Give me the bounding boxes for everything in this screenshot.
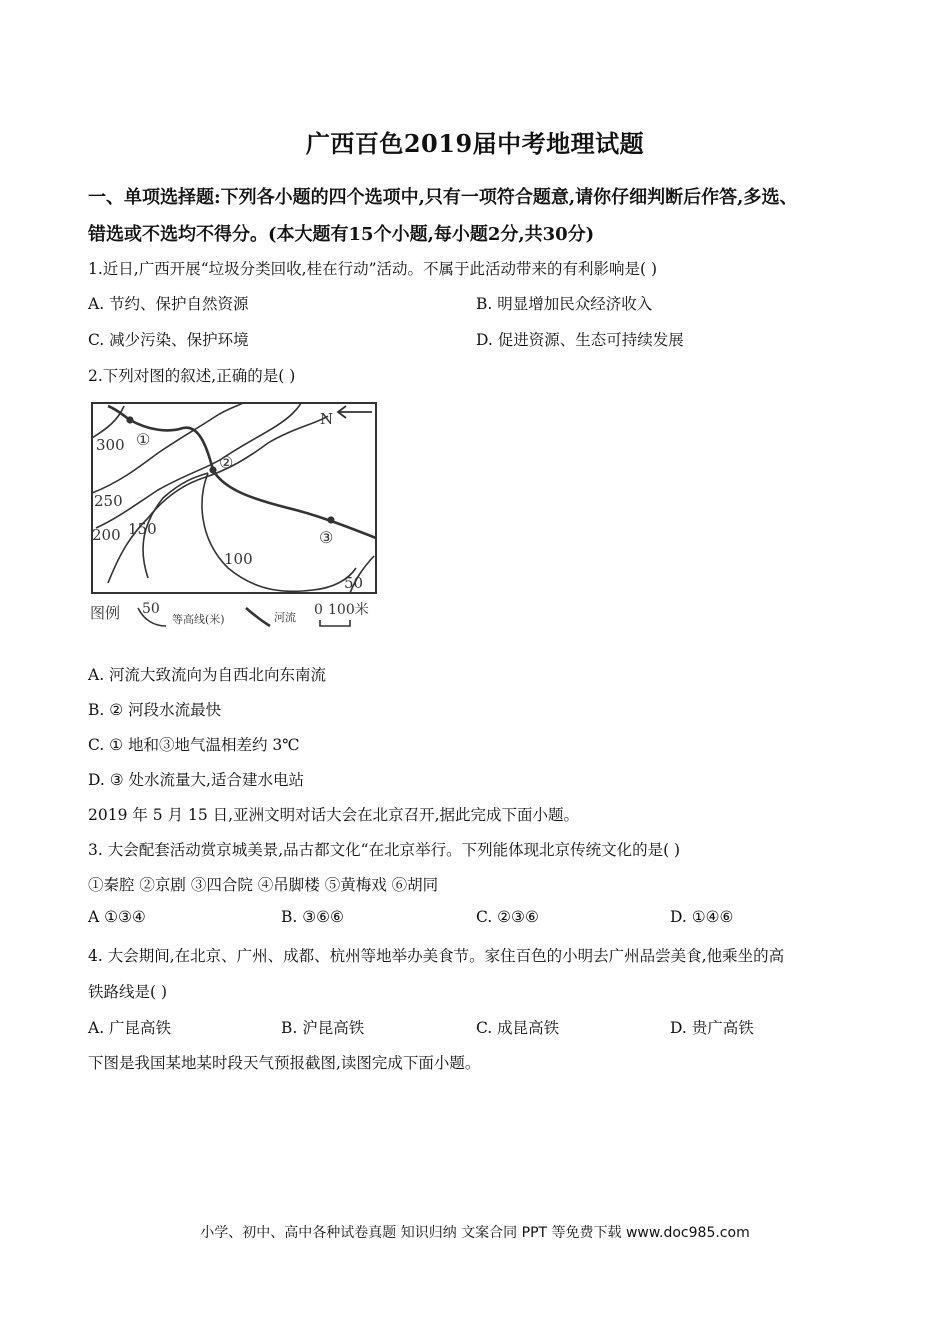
north-label: N [320, 410, 334, 428]
section-heading-line2: 错选或不选均不得分。(本大题有15个小题,每小题2分,共30分) [88, 224, 595, 245]
section-heading-line1: 一、单项选择题:下列各小题的四个选项中,只有一项符合题意,请你仔细判断后作答,多选、 [88, 187, 798, 208]
contour-label-300: 300 [96, 436, 125, 454]
question-4-option-b: B. 沪昆高铁 [281, 1019, 365, 1037]
question-2-option-a: A. 河流大致流向为自西北向东南流 [88, 666, 327, 684]
contour-label-250: 250 [94, 492, 123, 510]
question-3-option-c: C. ②③⑥ [476, 908, 539, 926]
question-1-option-a: A. 节约、保护自然资源 [88, 295, 249, 313]
scale-zero: 0 [314, 602, 323, 618]
question-1-option-d: D. 促进资源、生态可持续发展 [476, 331, 684, 349]
question-4-option-c: C. 成昆高铁 [476, 1019, 560, 1037]
contour-label-200: 200 [92, 526, 121, 544]
contour-label-50: 50 [344, 574, 364, 592]
question-1-option-b: B. 明显增加民众经济收入 [476, 295, 653, 313]
question-2-option-d: D. ③ 处水流量大,适合建水电站 [88, 771, 304, 789]
question-4-option-d: D. 贵广高铁 [670, 1019, 754, 1037]
page-title: 广西百色2019届中考地理试题 [305, 129, 645, 158]
question-4-stem-line1: 4. 大会期间,在北京、广州、成都、杭州等地举办美食节。家住百色的小明去广州品尝美食,他乘坐的高 [88, 947, 785, 965]
question-3-items: ①秦腔 ②京剧 ③四合院 ④吊脚楼 ⑤黄梅戏 ⑥胡同 [88, 876, 439, 894]
question-2-option-b: B. ② 河段水流最快 [88, 701, 222, 719]
point-1-label: ① [136, 430, 151, 449]
contour-label-150: 150 [128, 520, 157, 538]
question-3-option-b: B. ③⑥⑥ [281, 908, 344, 926]
legend-contour-value: 50 [142, 601, 160, 617]
question-2-stem: 2.下列对图的叙述,正确的是( ) [88, 367, 296, 385]
question-3-stem: 3. 大会配套活动赏京城美景,品古都文化“在北京举行。下列能体现北京传统文化的是( ) [88, 841, 681, 859]
point-2-label: ② [219, 453, 234, 472]
legend-river-text: 河流 [274, 611, 296, 624]
intro-questions-3-4: 2019 年 5 月 15 日,亚洲文明对话大会在北京召开,据此完成下面小题。 [88, 806, 580, 824]
scale-value: 100米 [328, 602, 369, 618]
question-3-option-a: A ①③④ [88, 908, 146, 926]
question-4-option-a: A. 广昆高铁 [88, 1019, 172, 1037]
contour-label-100: 100 [224, 550, 253, 568]
question-1-stem: 1.近日,广西开展“垃圾分类回收,桂在行动”活动。不属于此活动带来的有利影响是( ) [88, 260, 658, 278]
scale-bar-icon [320, 620, 350, 626]
legend-label: 图例 [90, 604, 121, 622]
point-3-label: ③ [319, 528, 334, 547]
question-1-option-c: C. 减少污染、保护环境 [88, 331, 249, 349]
page-footer: 小学、初中、高中各种试卷真题 知识归纳 文案合同 PPT 等免费下载 www.doc985.com [200, 1225, 750, 1241]
intro-question-5: 下图是我国某地某时段天气预报截图,读图完成下面小题。 [88, 1054, 481, 1072]
question-3-option-d: D. ①④⑥ [670, 908, 734, 926]
legend-river-icon [246, 608, 270, 626]
question-2-option-c: C. ① 地和③地气温相差约 3℃ [88, 736, 300, 754]
legend-contour-text: 等高线(米) [172, 613, 225, 626]
question-4-stem-line2: 铁路线是( ) [88, 983, 168, 1001]
contour-map [88, 398, 380, 632]
